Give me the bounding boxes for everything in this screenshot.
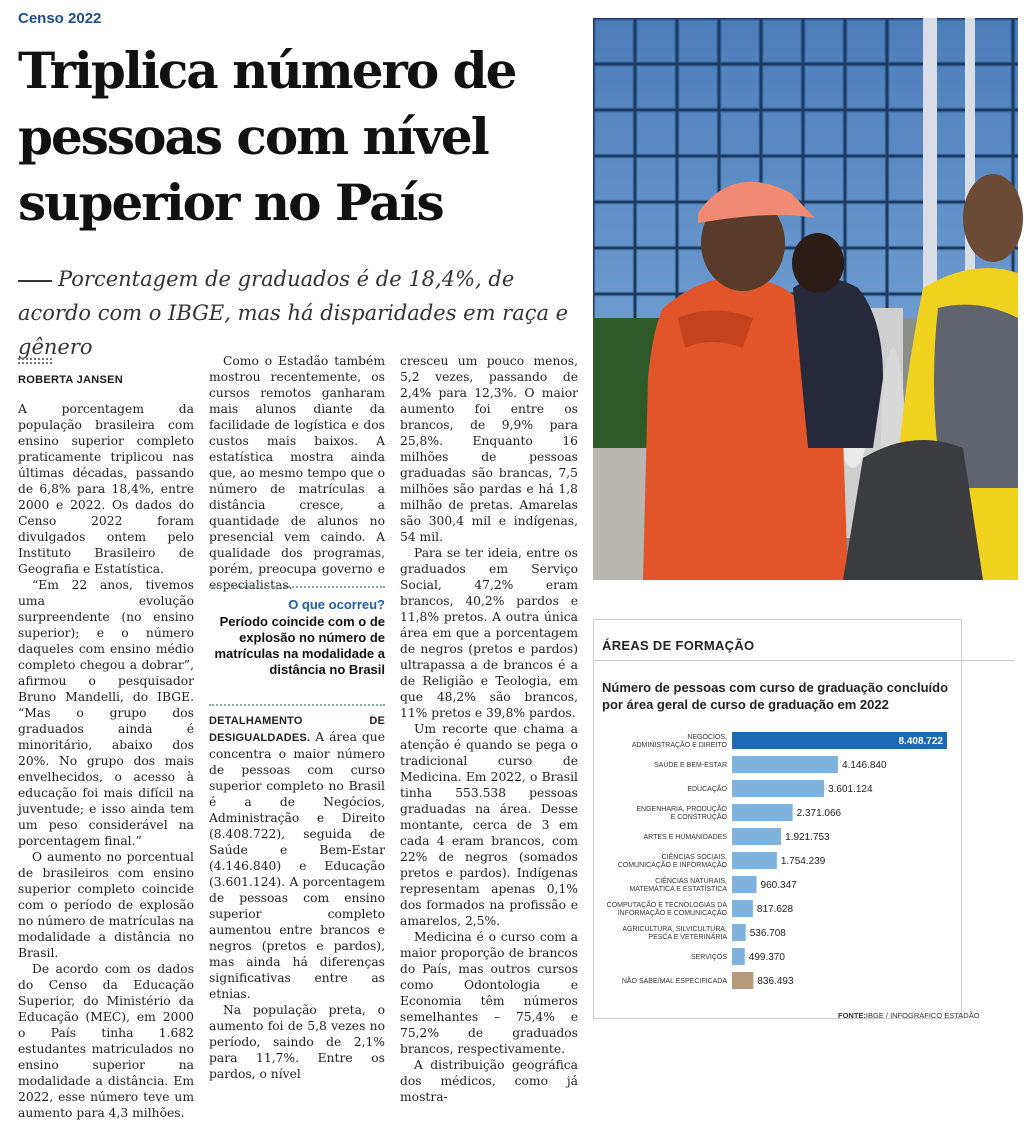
chart-value-label: 499.370 [748,952,785,963]
box-separator [209,586,385,588]
subheadline [18,262,588,364]
chart-value-label: 960.347 [760,880,797,891]
paragraph: Na população preta, o aumento foi de 5,8 vezes no período, saindo de 2,1% para 11,7%. Entre os pardos, o nível [209,1003,385,1081]
paragraph: Medicina é o curso com a maior proporção de brancos do País, mas outros cursos como Odontologia e Economia têm números semelhantes – 75,4% e 75,2% de graduados brancos, respectivamente. [400,930,578,1056]
chart-bar [732,804,793,821]
article-column-3 [400,353,578,1105]
chart-category-label: AGRICULTURA, SILVICULTURA, PESCA E VETERINÁRIA [622,926,727,941]
box-separator [209,704,385,706]
subhead-text: Porcentagem de graduados é de 18,4%, de acordo com o IBGE, mas há disparidades em raça e gênero [18,267,569,359]
chart-container [593,619,962,1019]
headline [18,38,578,236]
chart-category-label: NEGÓCIOS, ADMINISTRAÇÃO E DIREITO [631,734,727,749]
chart-bar [732,780,824,797]
article-column-2 [209,353,385,593]
byline: ROBERTA JANSEN [18,374,124,386]
chart-value-label: 817.628 [756,904,794,915]
paragraph: A porcentagem da população brasileira com ensino superior completo praticamente triplicou nas últimas décadas, passando de 6,8% para 18,4%, entre 2000 e 2022. Os dados do Censo 2022 foram divulgados ontem pelo Instituto Brasileiro de Geografia e Estatística. [18,402,194,576]
article-column-2b [209,712,385,1082]
paragraph: Como o Estadão também mostrou recentemente, os cursos remotos ganharam mais alunos diante da facilidade de logística e dos custos mais baixos. A estatística mostra ainda que, ao mesmo tempo que o número de matrículas a distância cresce, a quantidade de alunos no presencial vem caindo. A qualidade dos programas, porém, preocupa governo e especialistas. [209,354,385,592]
chart-value-label: 3.601.124 [828,784,873,795]
chart-value-label: 836.493 [757,976,794,987]
article-column-1 [18,401,194,1121]
chart-value-label: 1.921.753 [785,832,830,843]
headline-line: superior no País [18,173,443,232]
paragraph: A distribuição geográfica dos médicos, como já mostra- [400,1058,578,1104]
article-photo [593,18,1018,580]
source-label: FONTE: [838,1011,866,1020]
chart-subtitle: Número de pessoas com curso de graduação concluído por área geral de curso de graduação em 2022 [602,680,949,712]
photo-illustration [593,18,1018,580]
chart-category-label: CIÊNCIAS SOCIAIS, COMUNICAÇÃO E INFORMAÇÃO [617,854,727,869]
headline-line: pessoas com nível [18,107,488,166]
chart-category-label: CIÊNCIAS NATURAIS, MATEMÁTICA E ESTATÍSTICA [629,878,727,893]
chart-source [838,1011,980,1020]
chart-bar [732,924,746,941]
chart-category-label: ENGENHARIA, PRODUÇÃO E CONSTRUÇÃO [636,806,727,821]
chart-bar [732,852,777,869]
chart-value-label: 2.371.066 [796,808,842,819]
section-lead: DETALHAMENTO DE DESIGUALDADES. [209,715,385,744]
chart-category-label: NÃO SABE/MAL ESPECIFICADA [621,978,727,985]
paragraph: cresceu um pouco menos, 5,2 vezes, passando de 2,4% para 12,3%. O maior aumento foi entre os brancos, de 9,9% para 25,8%. Enquanto 16 milhões de pessoas graduadas são brancas, 7,5 milhões são pardas e há 1,8 milhão de pretas. Amarelas são 300,4 mil e indígenas, 54 mil. [400,354,578,544]
chart-category-label: COMPUTAÇÃO E TECNOLOGIAS DA INFORMAÇÃO E COMUNICAÇÃO [606,902,727,917]
paragraph: Para se ter ideia, entre os graduados em Serviço Social, 47,2% eram brancos, 40,2% pardos e 11,8% pretos. A outra única área em que a porcentagem de negros (pretos e pardos) ultrapassa a de brancos é a de Religião e Teologia, em que 48,2% são brancos, 11% pretos e 39,8% pardos. [400,546,578,720]
box-question: O que ocorreu? [288,597,385,612]
paragraph [209,712,385,1002]
chart-bar [732,972,753,989]
section-kicker: Censo 2022 [18,10,102,27]
paragraph: O aumento no porcentual de brasileiros com ensino superior completo coincide com o período de explosão no número de matrículas na modalidade a distância no Brasil. [18,850,194,960]
chart-title: ÁREAS DE FORMAÇÃO [602,638,755,653]
box-answer: Período coincide com o de explosão no número de matrículas na modalidade a distância no Brasil [214,614,385,677]
chart-category-label: SAÚDE E BEM-ESTAR [654,762,727,769]
paragraph: De acordo com os dados do Censo da Educação Superior, do Ministério da Educação (MEC), em 2000 o País tinha 1.682 estudantes matriculados no ensino superior na modalidade a distância. Em 2022, esse número teve um aumento para 4,3 milhões. [18,962,194,1120]
chart-value-label: 536.708 [749,928,786,939]
chart-bar [732,948,745,965]
source-text: IBGE / INFOGRÁFICO ESTADÃO [865,1011,980,1020]
headline-line: Triplica número de [18,41,516,100]
chart-category-label: SERVIÇOS [690,954,727,961]
chart-bar [732,756,838,773]
bar-chart [594,620,963,1020]
chart-bar [732,900,753,917]
chart-value-label: 8.408.722 [898,736,943,747]
byline-dots [18,358,52,364]
chart-bar [732,828,781,845]
chart-value-label: 4.146.840 [842,760,887,771]
paragraph: Um recorte que chama a atenção é quando se pega o tradicional curso de Medicina. Em 2022, o Brasil tinha 553.538 pessoas graduadas na área. Desse montante, cerca de 3 em cada 4 eram brancos, com 22% de negros (somados pretos e pardos). Indígenas representam apenas 0,1% dos formados na profissão e amarelos, 2,5%. [400,722,578,928]
chart-bar [732,876,757,893]
paragraph-text: A área que concentra o maior número de pessoas com curso superior completo no Brasil é a de Negócios, Administração e Direito (8.408.722), seguida de Saúde e Bem-Estar (4.146.840) e Educação (3.601.124). A porcentagem de pessoas com ensino superior completo aumentou entre brancos e negros (pretos e pardos), mas ainda há diferenças significativas entre as etnias. [209,730,385,1001]
chart-category-label: EDUCAÇÃO [687,786,727,793]
subhead-dash [18,280,52,282]
chart-value-label: 1.754.239 [780,856,826,867]
paragraph: “Em 22 anos, tivemos uma evolução surpreendente (no ensino superior); e o número daqueles com ensino médio completo chegou a dobrar”, afirmou o pesquisador Bruno Mandelli, do IBGE. “Mas o grupo dos graduados ainda é minoritário, abaixo dos 20%. No grupo dos mais envelhecidos, o acesso à educação foi mais difícil na juventude; e isso ainda tem um peso considerável na porcentagem final.” [18,578,194,848]
chart-category-label: ARTES E HUMANIDADES [643,834,727,841]
